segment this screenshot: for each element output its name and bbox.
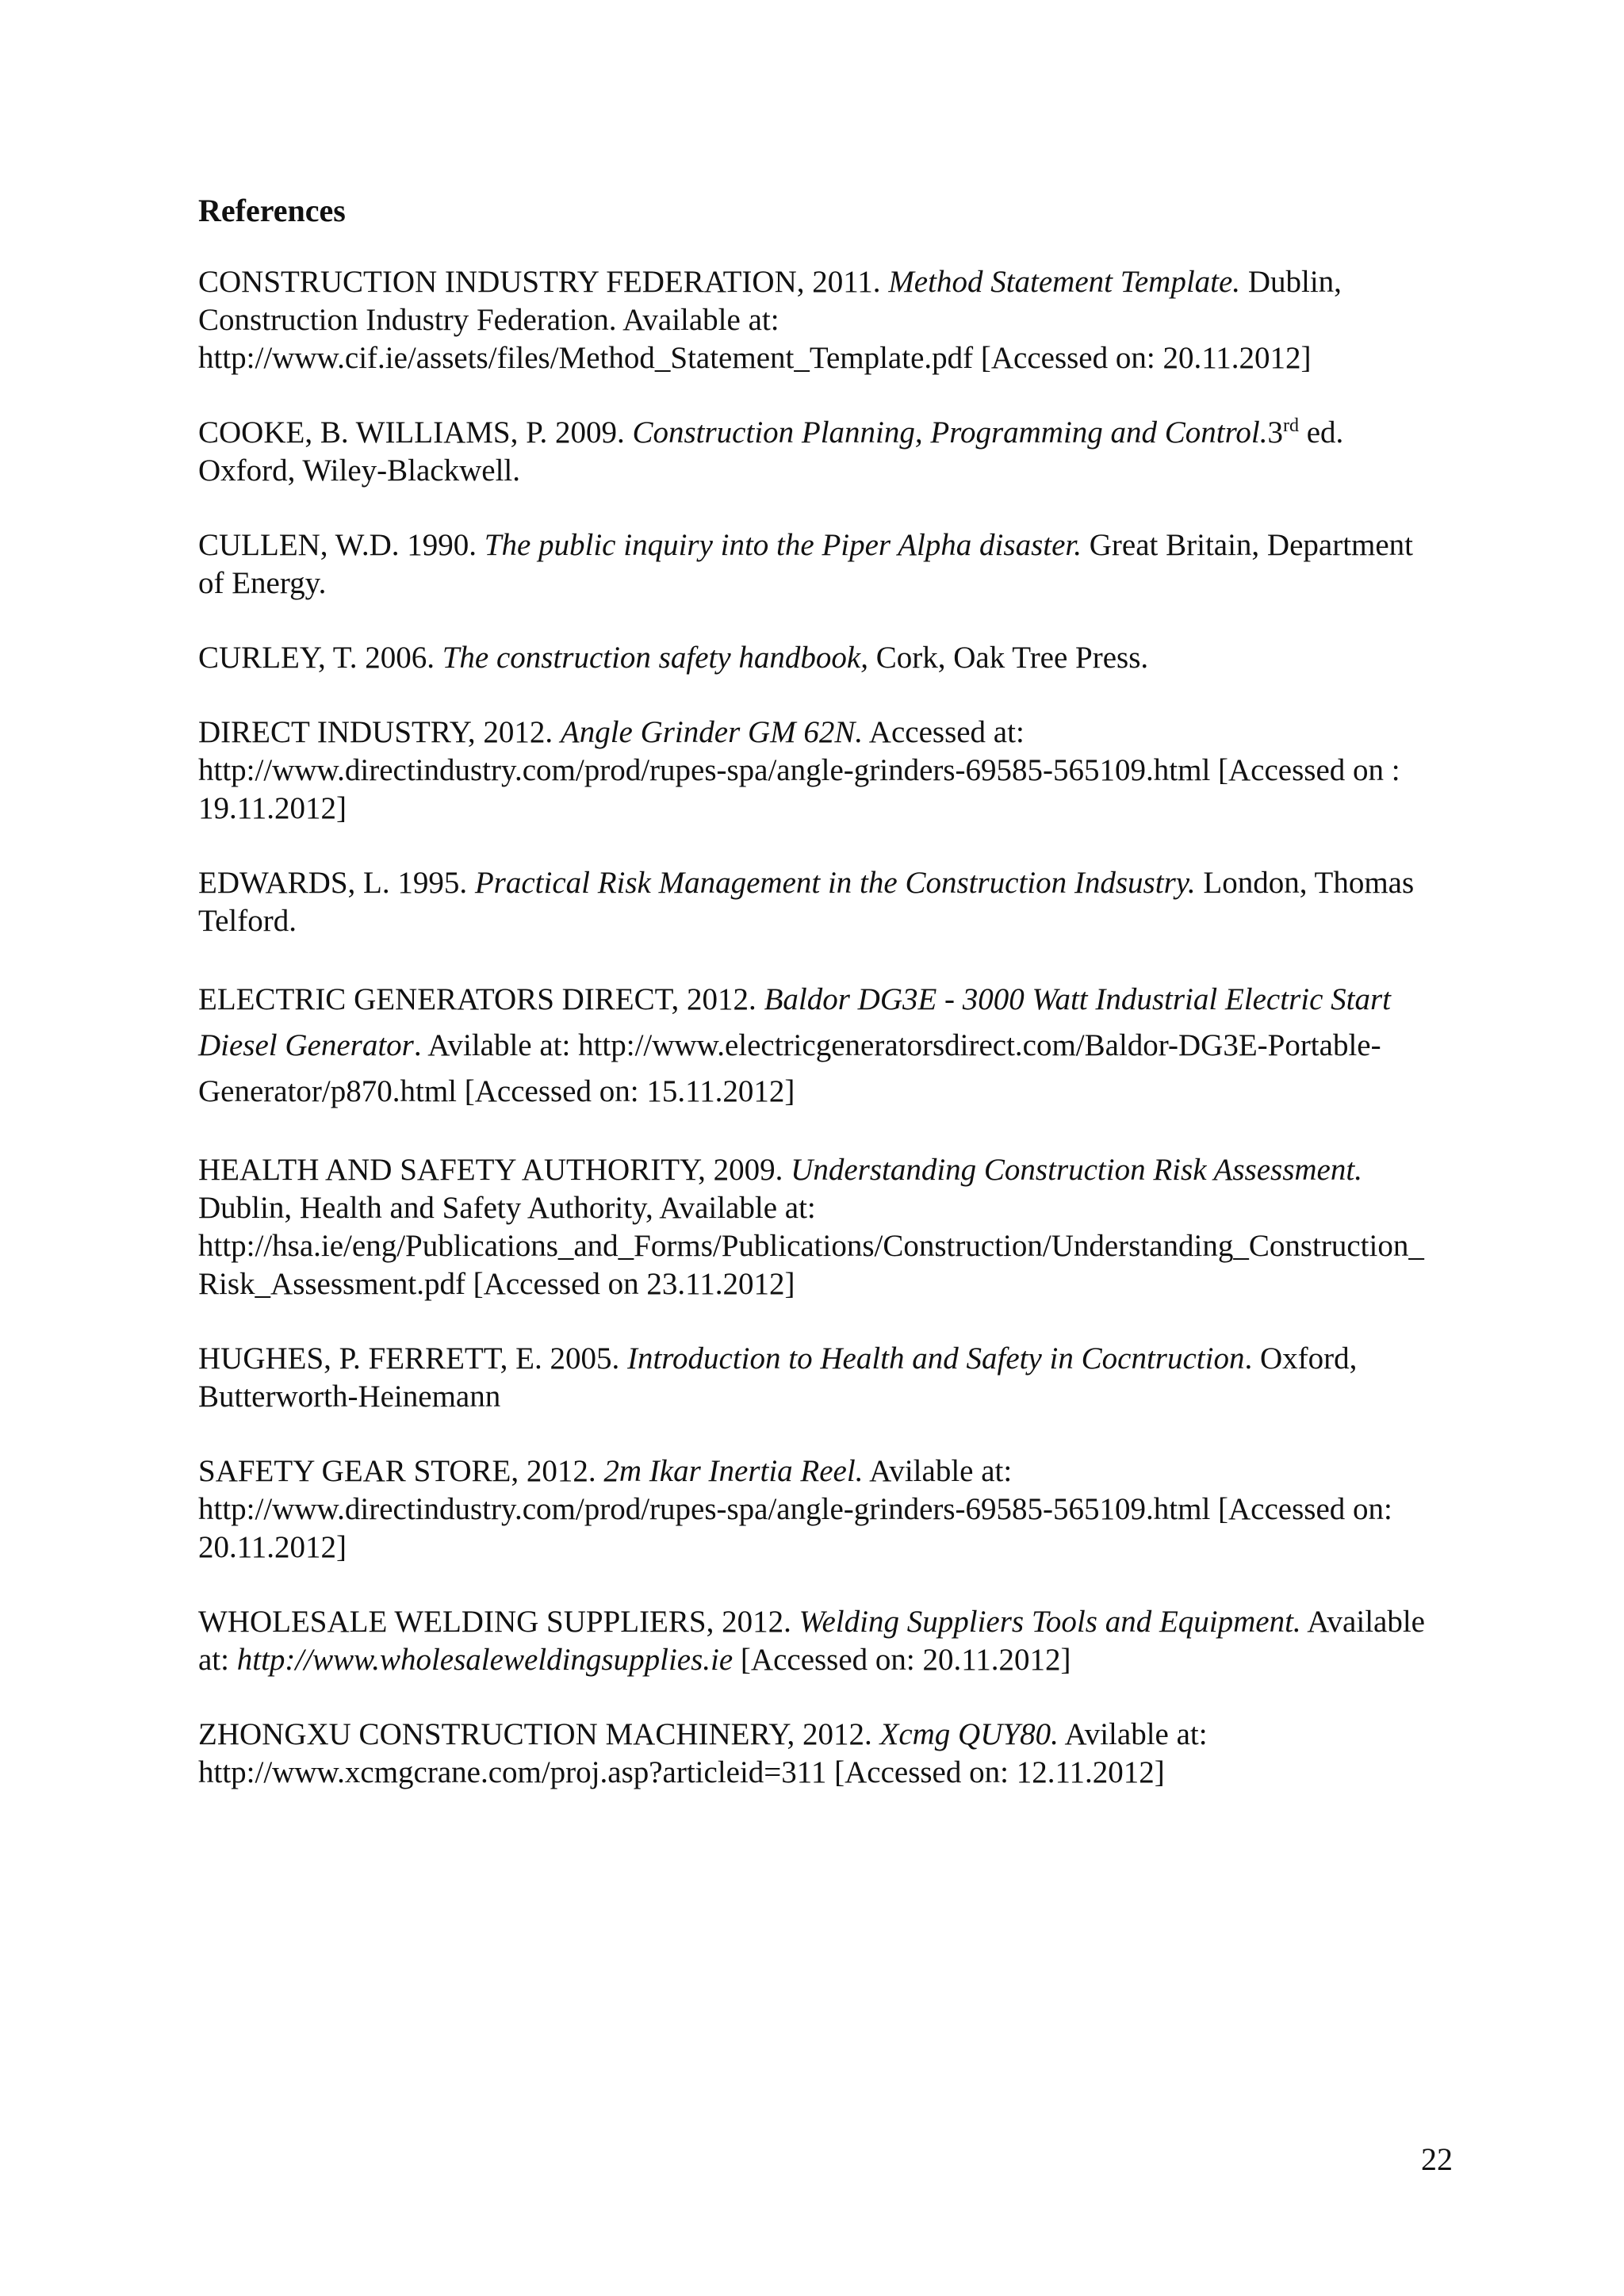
reference-title: Construction Planning, Programming and Control.: [632, 415, 1268, 450]
reference-author: WHOLESALE WELDING SUPPLIERS, 2012.: [198, 1605, 791, 1639]
reference-title: Baldor DG3E - 3000 Watt Industrial Electric Start Diesel Generator: [198, 982, 1391, 1062]
reference-title: Introduction to Health and Safety in Cocntruction: [626, 1341, 1245, 1376]
reference-details: ed. Oxford, Wiley-Blackwell.: [198, 415, 1344, 488]
reference-details: [Accessed on: 20.11.2012]: [740, 1643, 1071, 1677]
reference-entry: [198, 977, 1435, 1115]
reference-available: Available at:: [198, 1605, 1425, 1677]
references-section: [198, 190, 1435, 1828]
reference-entry: [198, 414, 1435, 490]
reference-author: HUGHES, P. FERRETT, E. 2005.: [198, 1341, 620, 1376]
reference-title: The public inquiry into the Piper Alpha disaster.: [484, 528, 1082, 562]
reference-details: Avilable at: http://www.directindustry.com/prod/rupes-spa/angle-grinders-69585-565109.html [Accessed on: 20.11.2012]: [198, 1454, 1392, 1564]
reference-author: HEALTH AND SAFETY AUTHORITY, 2009.: [198, 1153, 783, 1187]
reference-title: Xcmg QUY80.: [879, 1717, 1059, 1751]
reference-link[interactable]: http://www.wholesaleweldingsupplies.ie: [236, 1643, 733, 1677]
reference-entry: [198, 1340, 1435, 1416]
references-heading: References: [198, 193, 346, 228]
reference-entry: [198, 1151, 1435, 1303]
reference-author: ELECTRIC GENERATORS DIRECT, 2012.: [198, 982, 756, 1016]
reference-title: The construction safety handbook,: [442, 641, 868, 675]
reference-entry: [198, 1603, 1435, 1679]
reference-title: Angle Grinder GM 62N.: [560, 715, 864, 749]
reference-title: Understanding Construction Risk Assessment.: [791, 1153, 1362, 1187]
reference-title: Practical Risk Management in the Construction Indsustry.: [474, 866, 1196, 900]
reference-entry: [198, 639, 1435, 677]
reference-title: 2m Ikar Inertia Reel.: [603, 1454, 864, 1488]
reference-entry: [198, 1716, 1435, 1792]
reference-details: Avilable at: http://www.xcmgcrane.com/proj.asp?articleid=311 [Accessed on: 12.11.2012]: [198, 1717, 1208, 1789]
reference-details: Accessed at: http://www.directindustry.com/prod/rupes-spa/angle-grinders-69585-565109.html [Accessed on : 19.11.2012]: [198, 715, 1400, 825]
reference-details: . Oxford, Butterworth-Heinemann: [198, 1341, 1358, 1414]
reference-author: COOKE, B. WILLIAMS, P. 2009.: [198, 415, 625, 450]
reference-edition: 3: [1267, 415, 1283, 450]
reference-entry: [198, 263, 1435, 377]
reference-details: London, Thomas Telford.: [198, 866, 1415, 938]
reference-entry: [198, 864, 1435, 940]
reference-author: ZHONGXU CONSTRUCTION MACHINERY, 2012.: [198, 1717, 872, 1751]
reference-details: Great Britain, Department of Energy.: [198, 528, 1414, 600]
reference-author: SAFETY GEAR STORE, 2012.: [198, 1454, 596, 1488]
reference-details: Dublin, Construction Industry Federation. Available at: http://www.cif.ie/assets/files/Method_Statement_Template.pdf [Accessed on: 20.11.2012]: [198, 265, 1342, 375]
reference-details: Dublin, Health and Safety Authority, Available at: http://hsa.ie/eng/Publications_and_Forms/Publications/Construction/Understanding_Construction_Risk_Assessment.pdf [Accessed on 23.11.2012]: [198, 1191, 1424, 1301]
reference-author: DIRECT INDUSTRY, 2012.: [198, 715, 553, 749]
reference-title: Welding Suppliers Tools and Equipment.: [799, 1605, 1301, 1639]
page-number: 22: [1421, 2141, 1453, 2177]
reference-author: CURLEY, T. 2006.: [198, 641, 435, 675]
reference-author: EDWARDS, L. 1995.: [198, 866, 468, 900]
reference-entry: [198, 1452, 1435, 1567]
reference-details: Cork, Oak Tree Press.: [875, 641, 1149, 675]
reference-author: CONSTRUCTION INDUSTRY FEDERATION, 2011.: [198, 265, 881, 299]
reference-edition-suffix: rd: [1282, 415, 1299, 436]
reference-title: Method Statement Template.: [888, 265, 1241, 299]
reference-entry: [198, 526, 1435, 603]
reference-entry: [198, 714, 1435, 828]
reference-author: CULLEN, W.D. 1990.: [198, 528, 477, 562]
reference-details: . Avilable at: http://www.electricgeneratorsdirect.com/Baldor-DG3E-Portable-Generator/p870.html [Accessed on: 15.11.2012]: [198, 1028, 1381, 1108]
